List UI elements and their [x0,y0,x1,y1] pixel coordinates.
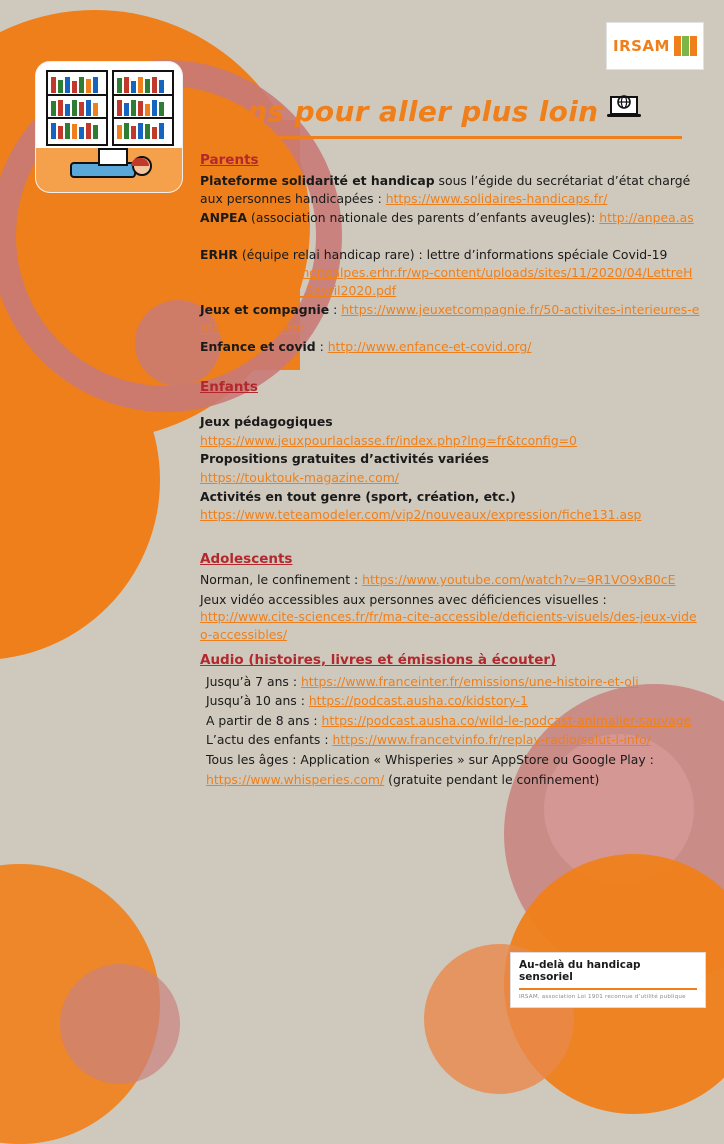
audio-links-list [206,673,700,789]
footer-block [510,952,706,1008]
link-enfance-et-covid[interactable]: http://www.enfance-et-covid.org/ [327,339,532,355]
link-solidaires-handicaps[interactable]: https://www.solidaires-handicaps.fr/ [385,190,608,206]
irsam-logo [606,22,704,70]
list-item [206,712,700,730]
logo-text: IRSAM [613,37,670,55]
laptop-globe-icon [606,93,642,126]
title-row [200,92,700,132]
link-youtube-norman[interactable]: https://www.youtube.com/watch?v=9R1VO9xB0cE [362,571,676,587]
item-text: A partir de 8 ans : [206,712,322,728]
list-item [206,731,700,749]
link-anpea[interactable]: http://anpea.asso.fr/ [200,210,694,243]
subheading-activites-tout-genre: Activités en tout genre (sport, création, etc.) [200,488,516,504]
list-item [206,771,700,789]
title-divider [200,136,682,139]
item-text: (équipe relai handicap rare) : lettre d’informations spéciale Covid-19 [237,247,668,263]
item-bold-label: Enfance et covid [200,339,316,355]
section-heading-audio: Audio (histoires, livres et émissions à écouter) [200,652,557,669]
open-book-icon [98,148,128,166]
link-jeuxetcompagnie[interactable]: https://www.jeuxetcompagnie.fr/50-activites-interieures-enfants-sennuient [200,302,700,335]
bookshelf-right-icon [112,70,174,146]
list-item [200,301,700,336]
list-item [200,338,700,356]
page-title: Liens pour aller plus loin [200,95,599,128]
item-text: Jusqu’à 7 ans : [206,673,301,689]
item-text: (gratuite pendant le confinement) [384,771,600,787]
item-text: Jeux vidéo accessibles aux personnes avec déficiences visuelles : [200,591,607,607]
link-cite-sciences-jeux-video[interactable]: http://www.cite-sciences.fr/fr/ma-cite-accessible/deficients-visuels/des-jeux-video-accessibles/ [200,609,697,642]
link-erhr-lettre[interactable]: http://auvergnerhonealpes.erhr.fr/wp-content/uploads/sites/11/2020/04/LettreHRinfos_Covid-19_3avril2020.pdf [200,264,693,298]
list-item [206,751,700,769]
section-heading-adolescents: Adolescents [200,550,293,567]
link-whisperies[interactable]: https://www.whisperies.com/ [206,771,385,787]
document-body [200,92,700,790]
list-item [200,432,700,450]
item-bold-label: Jeux et compagnie [200,302,330,318]
list-item [200,571,700,589]
footer-subtitle: IRSAM, association Loi 1901 reconnue d’utilité publique [519,994,686,1000]
item-text: (association nationale des parents d’enfants aveugles): [247,210,600,226]
link-franceinter-une-histoire-et-oli[interactable]: https://www.franceinter.fr/emissions/une-histoire-et-oli [300,673,639,689]
list-item [200,469,700,487]
section-heading-enfants: Enfants [200,379,258,395]
item-bold-label: ERHR [200,247,238,263]
link-francetvinfo-salut-l-info[interactable]: https://www.francetvinfo.fr/replay-radio/salut-l-info/ [332,732,651,748]
section-parents [200,151,700,356]
footer-title: Au-delà du handicap sensoriel [519,959,641,983]
list-item [200,246,700,299]
item-text: L’actu des enfants : [206,732,333,748]
link-podcast-wild-animalier[interactable]: https://podcast.ausha.co/wild-le-podcast-animalier-sauvage [321,712,692,728]
item-text: : [329,302,342,318]
item-bold-label: Plateforme solidarité et handicap [200,172,435,188]
link-jeuxpourlaclasse[interactable]: https://www.jeuxpourlaclasse.fr/index.php?lng=fr&tconfig=0 [200,432,577,448]
child-reading-bookshelf-illustration [36,62,182,192]
link-teteamodeler[interactable]: https://www.teteamodeler.com/vip2/nouveaux/expression/fiche131.asp [200,507,642,523]
section-enfants [200,378,700,524]
subheading-jeux-pedagogiques: Jeux pédagogiques [200,414,333,430]
item-text: Jusqu’à 10 ans : [206,693,309,709]
item-text: : [315,339,328,355]
list-item [206,673,700,691]
section-heading-parents: Parents [200,151,259,168]
irsam-logo-icon [674,36,697,56]
list-item [200,591,700,644]
item-bold-label: ANPEA [200,210,248,226]
bookshelf-left-icon [46,70,108,146]
list-item [200,209,700,244]
item-text: Tous les âges : Application « Whisperies » sur AppStore ou Google Play : [206,752,654,767]
list-item [200,172,700,207]
background-blob-rose-bottom-left [60,964,180,1084]
subheading-propositions-gratuites: Propositions gratuites d’activités variées [200,451,490,467]
item-text: Norman, le confinement : [200,571,363,587]
reader-hair-shape [131,158,149,166]
footer-divider [519,988,697,990]
link-touktouk-magazine[interactable]: https://touktouk-magazine.com/ [200,469,399,485]
item-text: sous l’égide du secrétariat d’état chargé aux personnes handicapées : [200,172,691,206]
section-adolescents [200,550,700,788]
list-item [200,506,700,524]
link-podcast-kidstory[interactable]: https://podcast.ausha.co/kidstory-1 [308,693,528,709]
list-item [206,692,700,710]
